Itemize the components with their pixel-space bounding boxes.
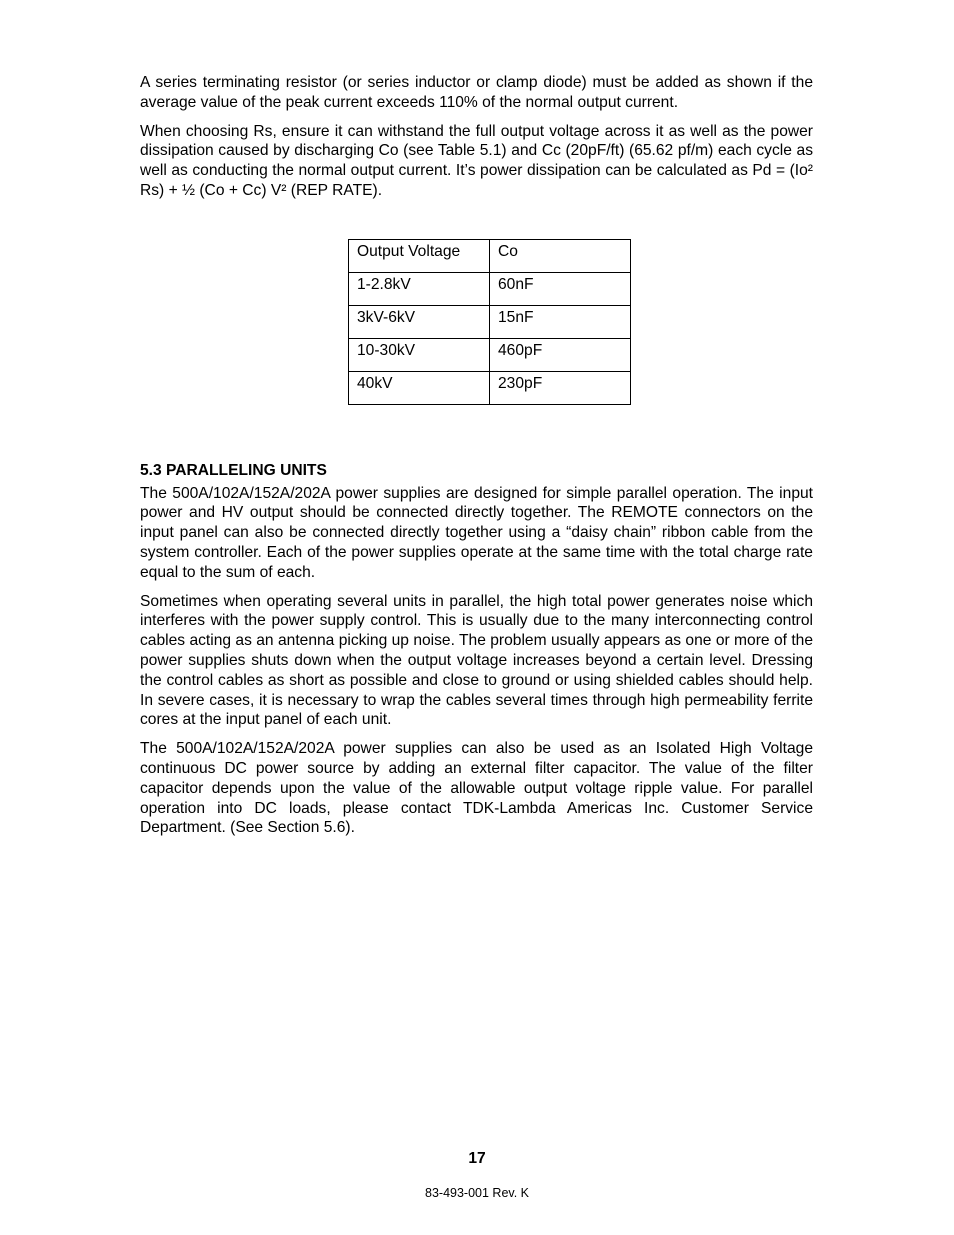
intro-paragraph-2: When choosing Rs, ensure it can withstand the full output voltage across it as well as the power dissipation caused by discharging Co (see Table 5.1) and Cc (20pF/ft) (65.62 pf/m) each cycle as well as conducting the normal output current. It’s power dissipation can be calculated as Pd = (Io² Rs) + ½ (Co + Cc) V² (REP RATE). <box>140 122 813 199</box>
section-paragraph-3: The 500A/102A/152A/202A power supplies can also be used as an Isolated High Voltage continuous DC power source by adding an external filter capacitor. The value of the filter capacitor depends upon the value of the allowable output voltage ripple value. For parallel operation into DC loads, please contact TDK-Lambda Americas Inc. Customer Service Department. (See Section 5.6). <box>140 740 813 837</box>
table-cell-co: 460pF <box>490 338 631 371</box>
section-heading: 5.3 PARALLELING UNITS <box>140 461 327 479</box>
table-row <box>349 338 631 371</box>
table-cell-co: 230pF <box>490 371 631 404</box>
table-row <box>349 305 631 338</box>
table-cell-voltage: 3kV-6kV <box>349 305 490 338</box>
header-co: Co <box>490 239 631 272</box>
table-row <box>349 371 631 404</box>
page-content <box>140 73 813 847</box>
table-cell-voltage: 40kV <box>349 371 490 404</box>
table-cell-voltage: 10-30kV <box>349 338 490 371</box>
page-number: 17 <box>468 1150 486 1167</box>
table-cell-co: 60nF <box>490 272 631 305</box>
intro-paragraph-1: A series terminating resistor (or series inductor or clamp diode) must be added as shown if the average value of the peak current exceeds 110% of the normal output current. <box>140 74 813 111</box>
table-header-row <box>349 239 631 272</box>
section-paragraph-2: Sometimes when operating several units in parallel, the high total power generates noise which interferes with the power supply control. This is usually due to the many interconnecting control cables acting as an antenna picking up noise. The problem usually appears as one or more of the power supplies shuts down when the output voltage increases beyond a certain level. Dressing the control cables as short as possible and close to ground or using shielded cables should help. In severe cases, it is necessary to wrap the cables several times through high permeability ferrite cores at the input panel of each unit. <box>140 592 813 729</box>
section-paragraph-1: The 500A/102A/152A/202A power supplies are designed for simple parallel operation. The input power and HV output should be connected directly together. The REMOTE connectors on the input panel can also be connected directly together using a “daisy chain” ribbon cable from the system controller. Each of the power supplies operate at the same time with the total charge rate equal to the sum of each. <box>140 484 813 581</box>
table-cell-voltage: 1-2.8kV <box>349 272 490 305</box>
document-revision: 83-493-001 Rev. K <box>425 1186 529 1200</box>
header-output-voltage: Output Voltage <box>349 239 490 272</box>
table-row <box>349 272 631 305</box>
output-voltage-co-table <box>348 239 631 405</box>
table-cell-co: 15nF <box>490 305 631 338</box>
